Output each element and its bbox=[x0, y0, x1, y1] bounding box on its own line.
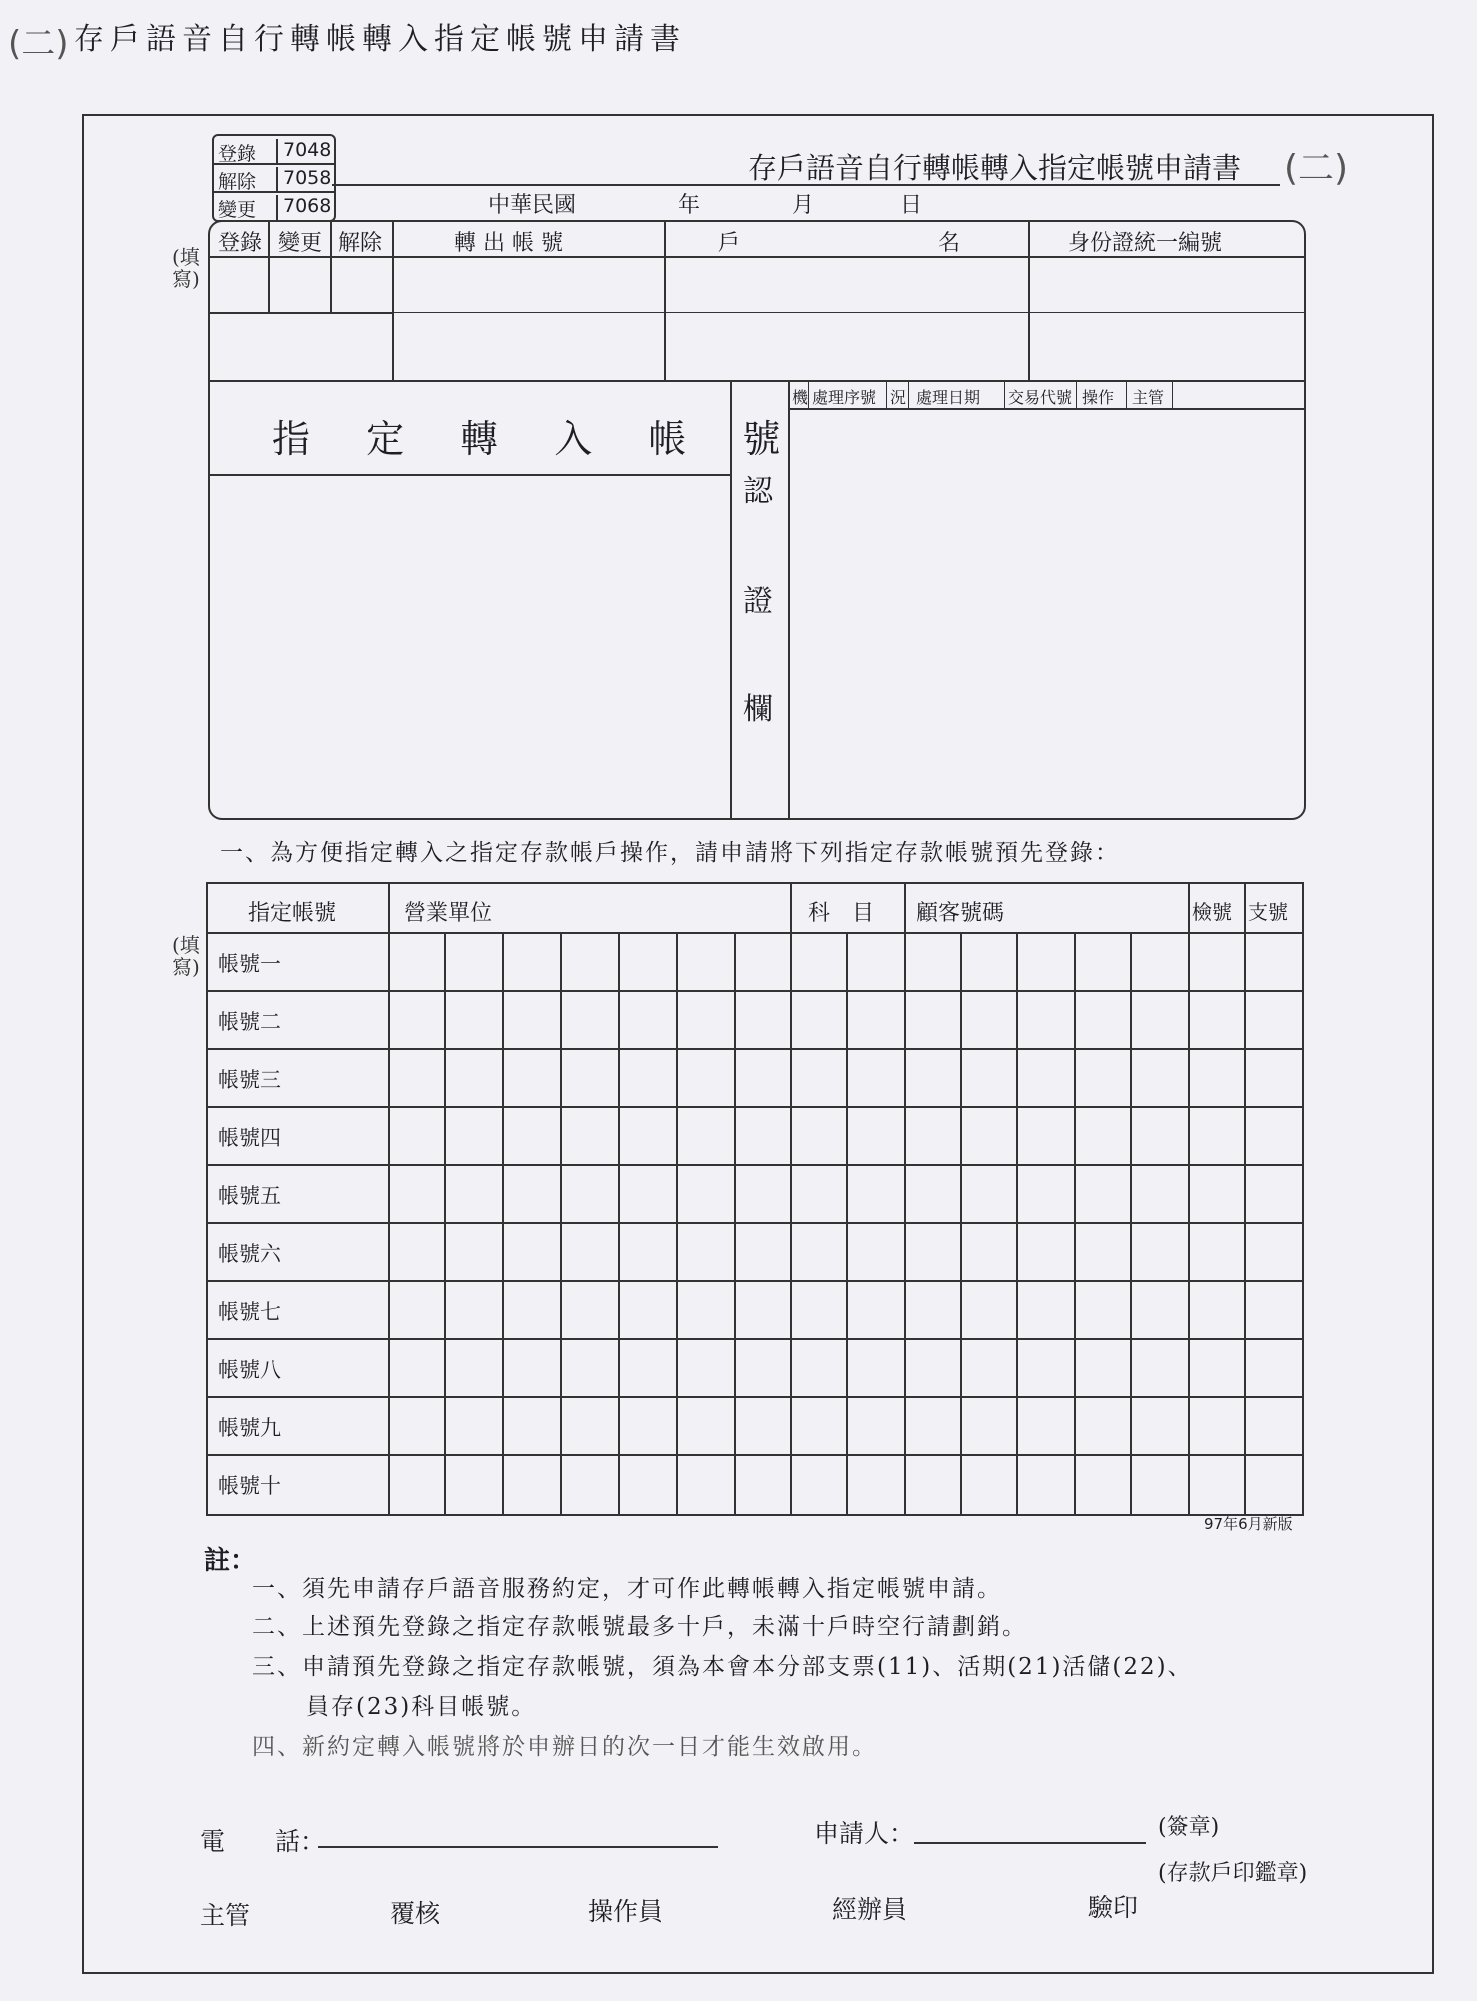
verify-char: 證 bbox=[743, 584, 773, 619]
form-title-suffix: (二) bbox=[1284, 148, 1349, 189]
account-info-box bbox=[208, 220, 1306, 820]
note-item: 三、申請預先登錄之指定存款帳號，須為本會本分部支票(11)、活期(21)活儲(22)、 bbox=[252, 1654, 1193, 1680]
code-value: 7058 bbox=[276, 167, 331, 192]
verify-char: 認 bbox=[743, 474, 773, 509]
form-title: 存戶語音自行轉帳轉入指定帳號申請書 bbox=[748, 151, 1242, 185]
grid-header-branch: 營業單位 bbox=[404, 901, 493, 926]
instruction-text: 一、為方便指定轉入之指定存款帳戶操作，請申請將下列指定存款帳號預先登錄： bbox=[220, 840, 1120, 866]
proc-header: 處理日期 bbox=[916, 388, 981, 407]
code-value: 7048 bbox=[276, 139, 331, 164]
grid-row-label: 帳號三 bbox=[218, 1068, 281, 1092]
col-name: 名 bbox=[938, 231, 961, 256]
code-label: 登錄 bbox=[218, 143, 257, 165]
grid-header-sub-no: 支號 bbox=[1248, 900, 1288, 924]
grid-header-customer-no: 顧客號碼 bbox=[916, 901, 1005, 926]
edition-label: 97年6月新版 bbox=[1204, 1515, 1293, 1533]
verify-char: 欄 bbox=[743, 692, 773, 727]
fill-note: (填寫) bbox=[172, 245, 200, 291]
col-holder: 戶 bbox=[718, 231, 741, 256]
note-item: 員存(23)科目帳號。 bbox=[306, 1694, 537, 1720]
note-item: 一、須先申請存戶語音服務約定，才可作此轉帳轉入指定帳號申請。 bbox=[252, 1576, 1002, 1602]
code-change bbox=[214, 192, 334, 220]
page-title: 存戶語音自行轉帳轉入指定帳號申請書 bbox=[74, 22, 686, 57]
grid-row-label: 帳號九 bbox=[218, 1416, 281, 1440]
code-label: 變更 bbox=[218, 199, 257, 221]
grid-row-label: 帳號十 bbox=[218, 1474, 281, 1498]
date-day: 日 bbox=[900, 193, 923, 218]
code-label: 解除 bbox=[218, 171, 257, 193]
designated-account-label: 指 定 轉 入 帳 號 bbox=[272, 417, 803, 461]
grid-header-subject: 科 目 bbox=[808, 901, 875, 926]
title-underline bbox=[332, 184, 1280, 186]
notes-heading: 註： bbox=[204, 1546, 257, 1576]
form-number: (二) bbox=[8, 24, 69, 64]
proc-header: 交易代號 bbox=[1008, 388, 1073, 407]
role-supervisor: 主管 bbox=[200, 1901, 251, 1930]
grid-row-label: 帳號七 bbox=[218, 1300, 281, 1324]
col-cancel: 解除 bbox=[338, 231, 383, 256]
grid-row-label: 帳號一 bbox=[218, 952, 281, 976]
col-register: 登錄 bbox=[218, 231, 263, 256]
role-operator: 操作員 bbox=[588, 1897, 664, 1926]
grid-header-check-no: 檢號 bbox=[1192, 900, 1232, 924]
role-seal-check: 驗印 bbox=[1088, 1893, 1139, 1922]
grid-row-label: 帳號二 bbox=[218, 1010, 281, 1034]
proc-header: 況 bbox=[890, 388, 907, 407]
grid-row-label: 帳號六 bbox=[218, 1242, 281, 1266]
proc-header: 操作 bbox=[1082, 388, 1115, 407]
proc-header: 機 bbox=[792, 388, 809, 407]
phone-line bbox=[318, 1846, 718, 1848]
grid-header-account: 指定帳號 bbox=[248, 901, 337, 926]
code-register bbox=[214, 136, 334, 164]
role-reviewer: 覆核 bbox=[390, 1899, 441, 1928]
col-out-account: 轉 出 帳 號 bbox=[454, 231, 563, 256]
phone-label: 電 話： bbox=[200, 1827, 326, 1856]
grid-row-label: 帳號四 bbox=[218, 1126, 281, 1150]
seal-note: (存款戶印鑑章) bbox=[1158, 1861, 1308, 1886]
proc-header: 處理序號 bbox=[812, 388, 877, 407]
role-clerk: 經辦員 bbox=[832, 1895, 908, 1924]
col-change: 變更 bbox=[278, 231, 323, 256]
code-cancel bbox=[214, 164, 334, 192]
account-grid bbox=[206, 882, 1304, 1516]
date-month: 月 bbox=[792, 193, 815, 218]
fill-note: (填寫) bbox=[172, 933, 200, 979]
transaction-codes bbox=[212, 134, 336, 222]
applicant-label: 申請人： bbox=[814, 1819, 915, 1848]
col-id-number: 身份證統一編號 bbox=[1068, 231, 1223, 256]
sign-note: (簽章) bbox=[1158, 1815, 1220, 1840]
applicant-line bbox=[914, 1842, 1146, 1844]
note-item: 四、新約定轉入帳號將於申辦日的次一日才能生效啟用。 bbox=[252, 1734, 877, 1760]
note-item: 二、上述預先登錄之指定存款帳號最多十戶，未滿十戶時空行請劃銷。 bbox=[252, 1614, 1027, 1640]
date-year: 年 bbox=[678, 193, 701, 218]
grid-row-label: 帳號八 bbox=[218, 1358, 281, 1382]
proc-header: 主管 bbox=[1132, 388, 1165, 407]
code-value: 7068 bbox=[276, 195, 331, 220]
grid-row-label: 帳號五 bbox=[218, 1184, 281, 1208]
date-era: 中華民國 bbox=[488, 193, 577, 218]
